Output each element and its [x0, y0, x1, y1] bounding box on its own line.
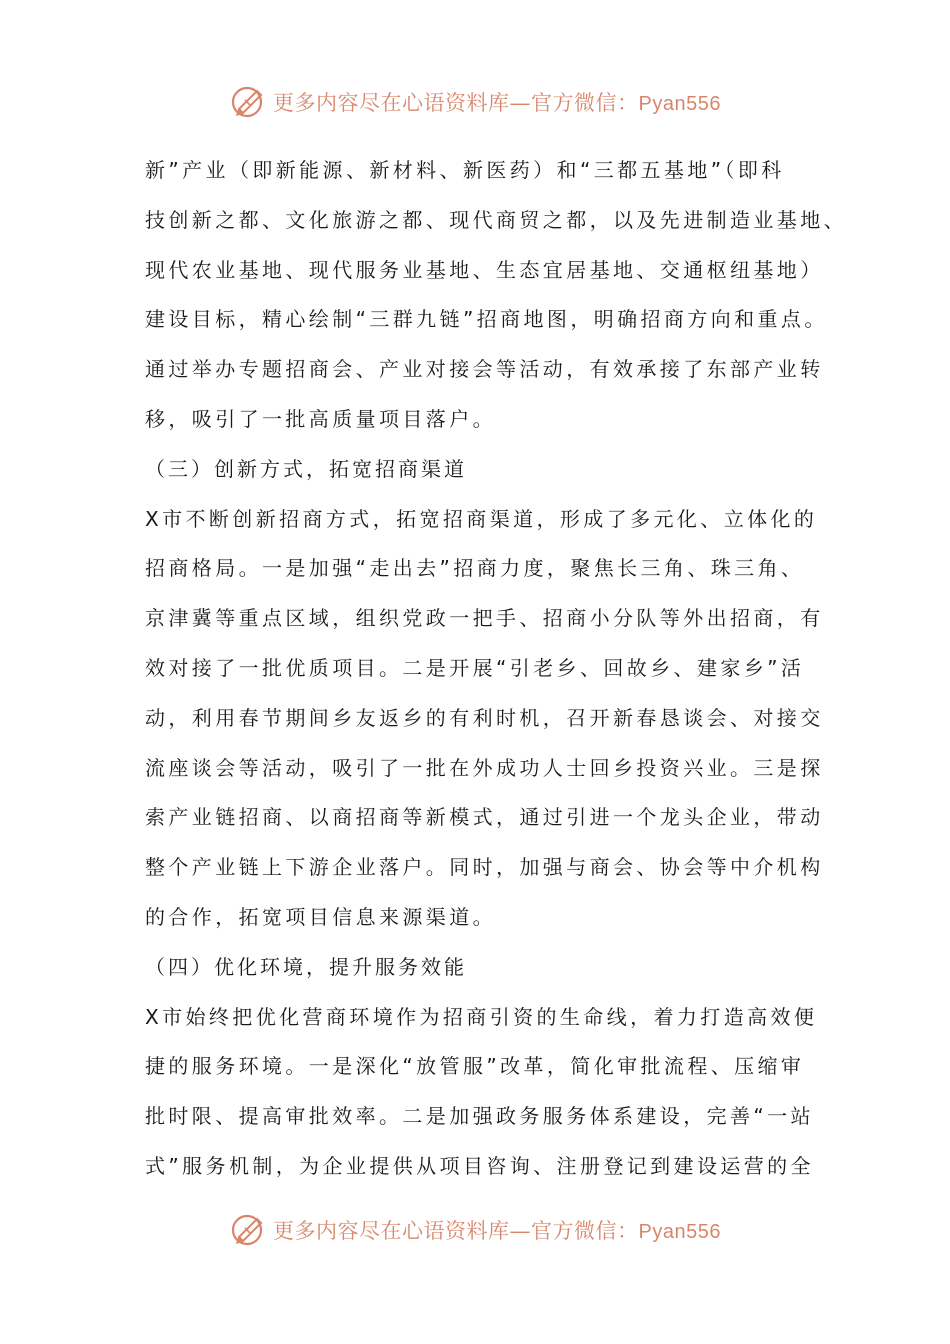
body-line: 京津冀等重点区域，组织党政一把手、招商小分队等外出招商，有 [145, 606, 824, 631]
section-heading: （四）优化环境，提升服务效能 [145, 954, 467, 979]
body-line: 技创新之都、文化旅游之都、现代商贸之都，以及先进制造业基地、 [145, 207, 847, 232]
watermark-wechat-id: Pyan556 [638, 93, 721, 115]
body-line: 批时限、提高审批效率。二是加强政务服务体系建设，完善“一站 [145, 1104, 814, 1129]
body-line: 式”服务机制，为企业提供从项目咨询、注册登记到建设运营的全 [145, 1153, 814, 1178]
body-line: 建设目标，精心绘制“三群九链”招商地图，明确招商方向和重点。 [145, 307, 828, 332]
body-line: 移，吸引了一批高质量项目落户。 [145, 406, 496, 431]
body-line: 现代农业基地、现代服务业基地、生态宜居基地、交通枢纽基地） [145, 257, 824, 282]
body-line: 动，利用春节期间乡友返乡的有利时机，召开新春恳谈会、对接交 [145, 705, 824, 730]
body-line: 招商格局。一是加强“走出去”招商力度，聚焦长三角、珠三角、 [145, 556, 805, 581]
document-body [145, 146, 847, 1192]
body-line: 通过举办专题招商会、产业对接会等活动，有效承接了东部产业转 [145, 357, 824, 382]
body-line: 流座谈会等活动，吸引了一批在外成功人士回乡投资兴业。三是探 [145, 755, 824, 780]
section-heading: （三）创新方式，拓宽招商渠道 [145, 456, 467, 481]
footer-watermark [0, 1208, 950, 1252]
pen-logo-icon [229, 82, 269, 122]
body-line: 索产业链招商、以商招商等新模式，通过引进一个龙头企业，带动 [145, 805, 824, 830]
watermark-wechat-id: Pyan556 [638, 1221, 721, 1243]
body-line: X市始终把优化营商环境作为招商引资的生命线，着力打造高效便 [145, 1004, 818, 1029]
body-line: 捷的服务环境。一是深化“放管服”改革，简化审批流程、压缩审 [145, 1054, 805, 1079]
body-line: X市不断创新招商方式，拓宽招商渠道，形成了多元化、立体化的 [145, 506, 818, 531]
body-line: 整个产业链上下游企业落户。同时，加强与商会、协会等中介机构 [145, 855, 824, 880]
watermark-text: 更多内容尽在心语资料库—官方微信： [273, 91, 639, 115]
body-line: 的合作，拓宽项目信息来源渠道。 [145, 904, 496, 929]
header-watermark [0, 80, 950, 124]
watermark-text: 更多内容尽在心语资料库—官方微信： [273, 1219, 639, 1243]
body-line: 效对接了一批优质项目。二是开展“引老乡、回故乡、建家乡”活 [145, 655, 805, 680]
body-line: 新”产业（即新能源、新材料、新医药）和“三都五基地”（即科 [145, 158, 785, 182]
pen-logo-icon [229, 1210, 269, 1250]
